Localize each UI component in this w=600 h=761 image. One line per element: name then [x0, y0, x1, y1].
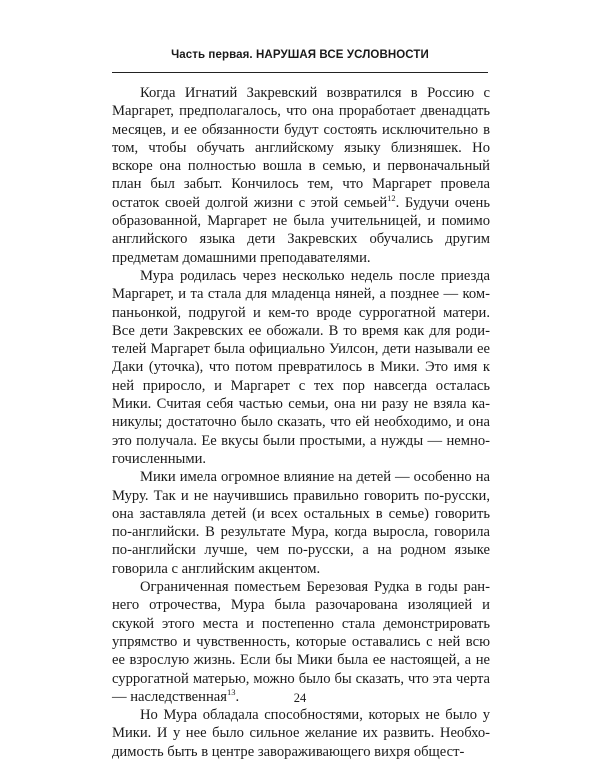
footnote-ref-12: 12 — [387, 192, 396, 203]
running-header-title: НАРУШАЯ ВСЕ УСЛОВНОСТИ — [256, 49, 429, 61]
page-number: 24 — [293, 691, 307, 705]
footnote-ref-13: 13 — [226, 686, 236, 697]
running-header — [0, 49, 600, 61]
header-rule — [112, 72, 488, 73]
paragraph-3: Мики имела огромное влияние на детей — особенно на Муру. Так и не научившись правильно говорить по-русски, она заставляла детей (и всех остальных в семье) говорить по-английски. В результате Мура, когда выросла, говорила по-английски лучше, чем по-русски, а на родном языке говорила с английским акцентом. — [112, 469, 490, 577]
paragraph-5: Но Мура обладала способностями, которых не было у Мики. И у нее было сильное желание их развить. Необходимость быть в центре завораживающего вихря общест- — [112, 707, 490, 760]
paragraph-2: Мура родилась через несколько недель после приезда Маргарет, и та стала для младенца няней, а позднее — компаньонкой, подругой и кем-то вроде суррогатной матери. Все дети Закревских ее обожали. В то время как для родителей Маргарет была официально Уилсон, дети называли ее Даки (уточка), что потом превратилось в Мики. Это имя к ней приросло, и Маргарет с тех пор навсегда осталась Мики. Считая себя частью семьи, она ни разу не взяла каникулы; достаточно было сказать, что ей необходимо, и она это получала. Ее вкусы были простыми, а нужды — немногочисленными. — [112, 267, 490, 467]
running-header-part: Часть первая. — [171, 49, 257, 61]
paragraph-1-text-b: . Будучи очень образованной, Маргарет не была учительницей, и помимо английского языка дети Закревских обучались другим предметам домашними преподавателями. — [112, 194, 490, 266]
paragraph-4 — [112, 578, 490, 706]
paragraph-1 — [112, 84, 490, 267]
paragraph-4-text-a: Ограниченная поместьем Березовая Рудка в годы раннего отрочества, Мура была разочарована изоляцией и скукой этого места и постепенно стала демонстрировать упрямство и чувственность, которые оставались с ней всю ее взрослую жизнь. Если бы Мики была ее настоящей, а не суррогатной матерью, можно было бы сказать, что эта черта — наследственная — [112, 579, 490, 705]
paragraph-4-text-b: . — [235, 688, 240, 705]
paragraph-1-text-a: Когда Игнатий Закревский возвратился в Россию с Маргарет, предполагалось, что она проработает двенадцать месяцев, и ее обязанности будут состоять исключительно в том, чтобы обучать английскому языку близняшек. Но вскоре она полностью вошла в семью, и первоначальный план был забыт. Кончилось тем, что Маргарет провела остаток своей долгой жизни с этой семьей — [112, 85, 490, 211]
body-text — [112, 84, 490, 761]
